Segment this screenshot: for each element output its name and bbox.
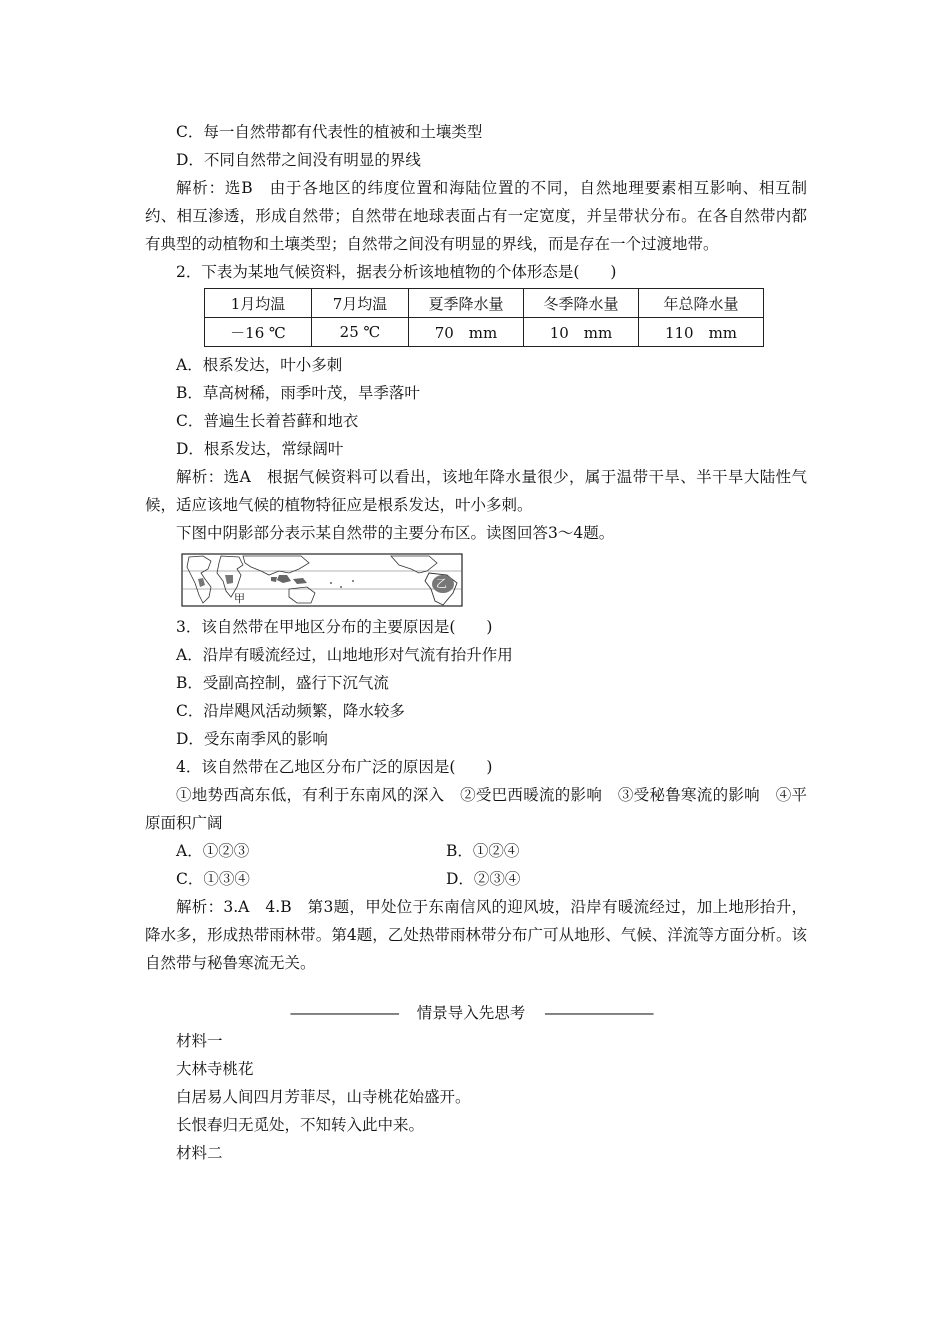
q4-option-d: D．②③④ [446,870,521,888]
q2-option-c: C．普遍生长着苔藓和地衣 [176,412,359,430]
q1-analysis: 解析：选B 由于各地区的纬度位置和海陆位置的不同，自然地理要素相互影响、相互制约、相互渗透，形成自然带；自然带在地球表面占有一定宽度，并呈带状分布。在各自然带内都有典型的动植物和土壤类型；自然带之间没有明显的界线，而是存在一个过渡地带。 [145,179,807,253]
table-value-cell: 110 mm [639,318,764,347]
q4-option-b: B．①②④ [446,842,520,860]
q3-option-d: D．受东南季风的影响 [176,730,328,748]
map-label-jia: 甲 [234,592,245,605]
q4-choices: ①地势西高东低，有利于东南风的深入 ②受巴西暖流的影响 ③受秘鲁寒流的影响 ④平原面积广阔 [145,786,807,832]
table-header-cell: 夏季降水量 [409,289,524,318]
table-value-cell: －16 ℃ [205,318,312,347]
table-value-cell: 25 ℃ [312,318,409,347]
q2-analysis: 解析：选A 根据气候资料可以看出，该地年降水量很少，属于温带干旱、半干旱大陆性气候，适应该地气候的植物特征应是根系发达，叶小多刺。 [145,468,807,514]
climate-table-value-row [205,318,764,347]
section-heading [145,999,807,1027]
q3-option-c: C．沿岸飓风活动频繁，降水较多 [176,702,405,720]
poem-line-2: 长恨春归无觅处，不知转入此中来。 [176,1116,425,1134]
q4-stem: 4．该自然带在乙地区分布广泛的原因是( ) [176,758,493,776]
climate-table [204,288,764,347]
q3-option-b: B．受副高控制，盛行下沉气流 [176,674,389,692]
material2-heading: 材料二 [176,1144,223,1162]
q4-option-a: A．①②③ [176,842,250,860]
document-page [145,118,807,1167]
map-intro: 下图中阴影部分表示某自然带的主要分布区。读图回答3～4题。 [176,524,615,542]
q1-option-c: C．每一自然带都有代表性的植被和土壤类型 [176,123,483,141]
table-header-cell: 冬季降水量 [524,289,639,318]
climate-table-header-row [205,289,764,318]
poem-title: 大林寺桃花 [176,1060,254,1078]
map-label-yi: 乙 [436,577,447,590]
q4-options-row-2 [145,865,807,893]
section-dash-right: ———————— [544,1004,653,1022]
q3-stem: 3．该自然带在甲地区分布的主要原因是( ) [176,618,493,636]
q2-option-d: D．根系发达，常绿阔叶 [176,440,344,458]
material1-heading: 材料一 [176,1032,223,1050]
table-header-cell: 年总降水量 [639,289,764,318]
table-header-cell: 7月均温 [312,289,409,318]
table-header-cell: 1月均温 [205,289,312,318]
q2-option-a: A．根系发达，叶小多刺 [176,356,343,374]
section-title: 情景导入先思考 [416,1004,526,1022]
poem-line-1: 白居易人间四月芳菲尽，山寺桃花始盛开。 [176,1088,471,1106]
q4-options-row-1 [145,837,807,865]
table-value-cell: 70 mm [409,318,524,347]
table-value-cell: 10 mm [524,318,639,347]
q4-analysis: 解析：3.A 4.B 第3题，甲处位于东南信风的迎风坡，沿岸有暖流经过，加上地形抬升，降水多，形成热带雨林带。第4题，乙处热带雨林带分布广可从地形、气候、洋流等方面分析。该自然带与秘鲁寒流无关。 [145,898,807,972]
world-map [181,553,463,607]
world-map-figure [181,553,463,607]
q2-stem: 2．下表为某地气候资料，据表分析该地植物的个体形态是( ) [176,263,617,281]
q1-option-d: D．不同自然带之间没有明显的界线 [176,151,421,169]
q2-option-b: B．草高树稀，雨季叶茂，旱季落叶 [176,384,420,402]
q3-option-a: A．沿岸有暖流经过，山地地形对气流有抬升作用 [176,646,513,664]
section-dash-left: ———————— [289,1004,398,1022]
q4-option-c: C．①③④ [176,870,250,888]
